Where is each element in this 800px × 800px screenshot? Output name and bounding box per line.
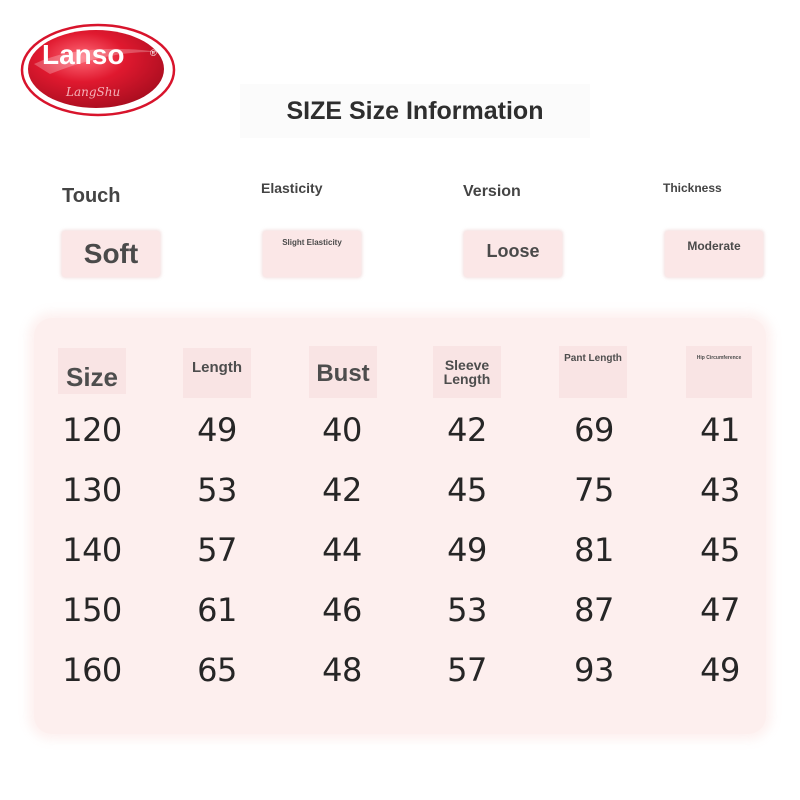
cell-hip: 45 — [700, 531, 740, 569]
attr-elasticity-value: Slight Elasticity — [263, 231, 361, 277]
attr-elasticity-label: Elasticity — [261, 180, 323, 196]
cell-size: 140 — [62, 531, 122, 569]
header-sleeve-line1: Sleeve — [444, 357, 490, 373]
cell-pant-length: 75 — [574, 471, 614, 509]
cell-length: 53 — [197, 471, 237, 509]
header-length: Length — [183, 348, 251, 398]
registered-mark: ® — [150, 48, 157, 58]
cell-bust: 40 — [322, 411, 362, 449]
cell-size: 150 — [62, 591, 122, 629]
header-sleeve-line2: Length — [443, 371, 491, 387]
header-size: Size — [58, 348, 126, 394]
attr-version-value: Loose — [464, 231, 562, 277]
cell-length: 65 — [197, 651, 237, 689]
cell-pant-length: 87 — [574, 591, 614, 629]
brand-logo — [20, 22, 176, 118]
cell-sleeve-length: 45 — [447, 471, 487, 509]
cell-bust: 44 — [322, 531, 362, 569]
cell-length: 61 — [197, 591, 237, 629]
cell-hip: 49 — [700, 651, 740, 689]
brand-name: Lanso — [42, 39, 125, 70]
attr-touch-value: Soft — [62, 231, 160, 277]
cell-pant-length: 93 — [574, 651, 614, 689]
page-title: SIZE Size Information — [240, 84, 590, 138]
cell-sleeve-length: 49 — [447, 531, 487, 569]
cell-size: 160 — [62, 651, 122, 689]
cell-hip: 47 — [700, 591, 740, 629]
size-table — [34, 318, 766, 734]
cell-hip: 43 — [700, 471, 740, 509]
attr-version-label: Version — [463, 183, 521, 200]
cell-length: 49 — [197, 411, 237, 449]
cell-size: 120 — [62, 411, 122, 449]
attr-touch-label: Touch — [62, 185, 121, 207]
attr-thickness-value: Moderate — [665, 231, 763, 277]
cell-hip: 41 — [700, 411, 740, 449]
cell-size: 130 — [62, 471, 122, 509]
cell-pant-length: 69 — [574, 411, 614, 449]
attr-thickness-label: Thickness — [663, 181, 722, 195]
cell-bust: 46 — [322, 591, 362, 629]
cell-length: 57 — [197, 531, 237, 569]
cell-pant-length: 81 — [574, 531, 614, 569]
header-sleeve-length — [433, 346, 501, 398]
cell-bust: 48 — [322, 651, 362, 689]
cell-bust: 42 — [322, 471, 362, 509]
header-pant-length: Pant Length — [559, 346, 627, 398]
brand-script: LangShu — [66, 85, 121, 99]
cell-sleeve-length: 57 — [447, 651, 487, 689]
logo-emblem — [20, 22, 176, 118]
cell-sleeve-length: 42 — [447, 411, 487, 449]
header-bust: Bust — [309, 346, 377, 398]
cell-sleeve-length: 53 — [447, 591, 487, 629]
header-hip-circumference: Hip Circumference — [686, 346, 752, 398]
